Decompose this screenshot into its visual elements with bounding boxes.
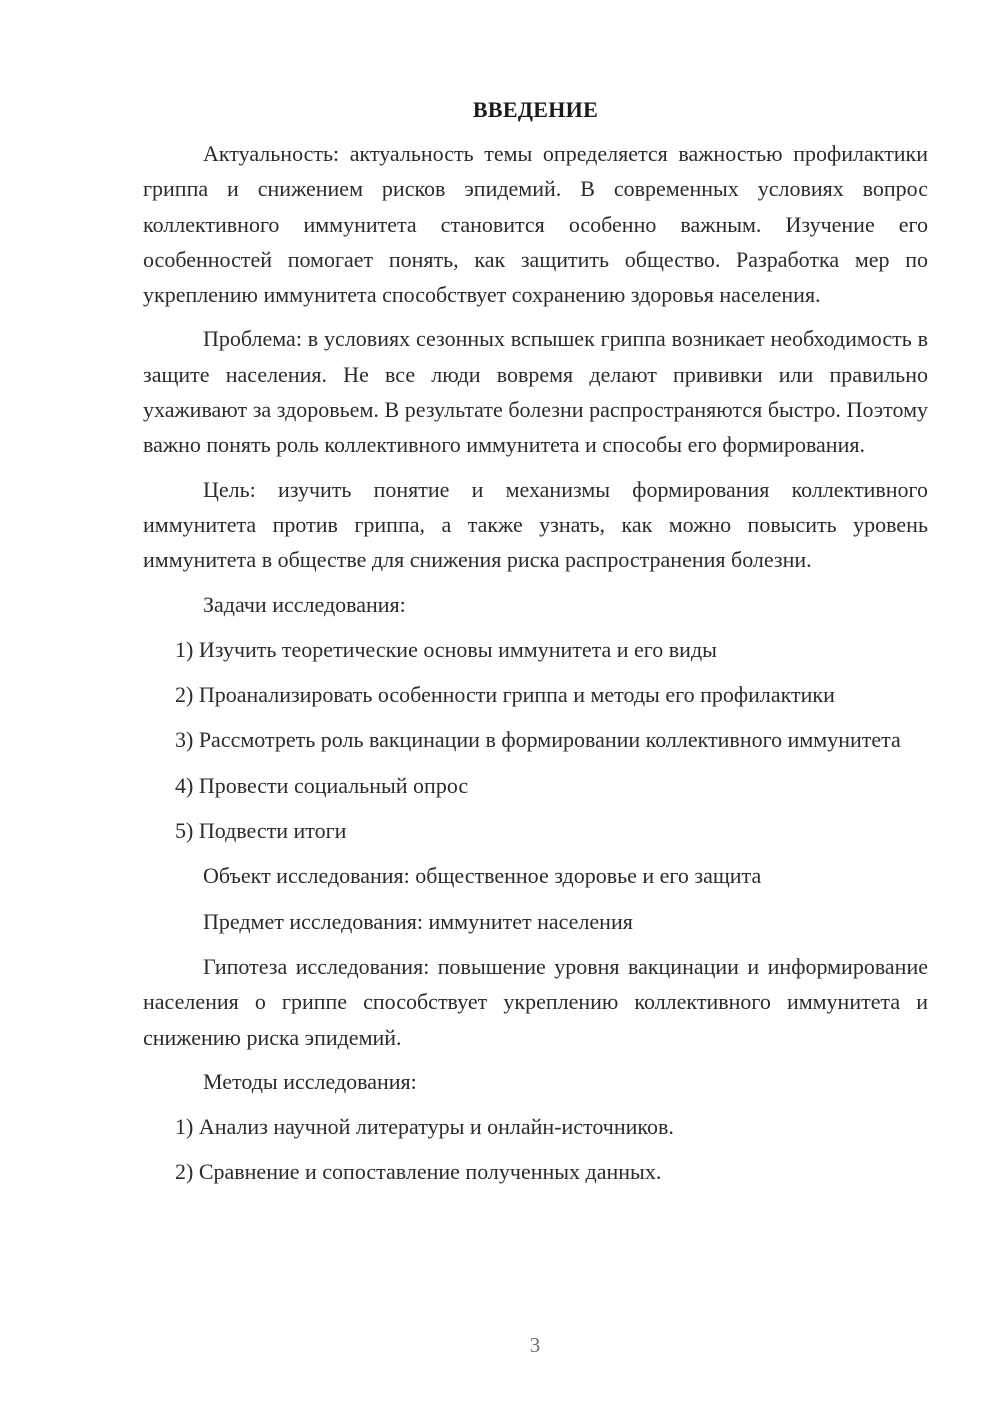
section-heading: ВВЕДЕНИЕ (472, 97, 599, 122)
hypothesis-paragraph: Гипотеза исследования: повышение уровня вакцинации и информирование населения о гриппе способствует укреплению коллективного иммунитета и снижению риска эпидемий. (143, 953, 928, 1050)
goal-paragraph: Цель: изучить понятие и механизмы формирования коллективного иммунитета против гриппа, а также узнать, как можно повысить уровень иммунитета в обществе для снижения риска распространения болезни. (143, 476, 928, 573)
object-paragraph: Объект исследования: общественное здоровье и его защита (203, 863, 762, 889)
method-item: 1) Анализ научной литературы и онлайн-источников. (175, 1114, 674, 1140)
subject-paragraph: Предмет исследования: иммунитет населения (203, 908, 633, 934)
task-item: 3) Рассмотреть роль вакцинации в формировании коллективного иммунитета (175, 727, 901, 753)
task-item: 4) Провести социальный опрос (175, 772, 469, 798)
tasks-title: Задачи исследования: (203, 591, 406, 617)
problem-paragraph: Проблема: в условиях сезонных вспышек гриппа возникает необходимость в защите населения. Не все люди вовремя делают прививки или правильно ухаживают за здоровьем. В результате болезни распространяются быстро. Поэтому важно понять роль коллективного иммунитета и способы его формирования. (143, 326, 928, 458)
method-item: 2) Сравнение и сопоставление полученных данных. (175, 1159, 662, 1185)
page-number: 3 (529, 1333, 541, 1357)
task-item: 1) Изучить теоретические основы иммунитета и его виды (175, 636, 717, 662)
methods-title: Методы исследования: (203, 1068, 417, 1094)
task-item: 2) Проанализировать особенности гриппа и методы его профилактики (175, 682, 835, 708)
document-page (143, 92, 928, 1190)
task-item: 5) Подвести итоги (175, 818, 347, 844)
relevance-paragraph: Актуальность: актуальность темы определяется важностью профилактики гриппа и снижением рисков эпидемий. В современных условиях вопрос коллективного иммунитета становится особенно важным. Изучение его особенностей помогает понять, как защитить общество. Разработка мер по укреплению иммунитета способствует сохранению здоровья населения. (143, 141, 928, 308)
